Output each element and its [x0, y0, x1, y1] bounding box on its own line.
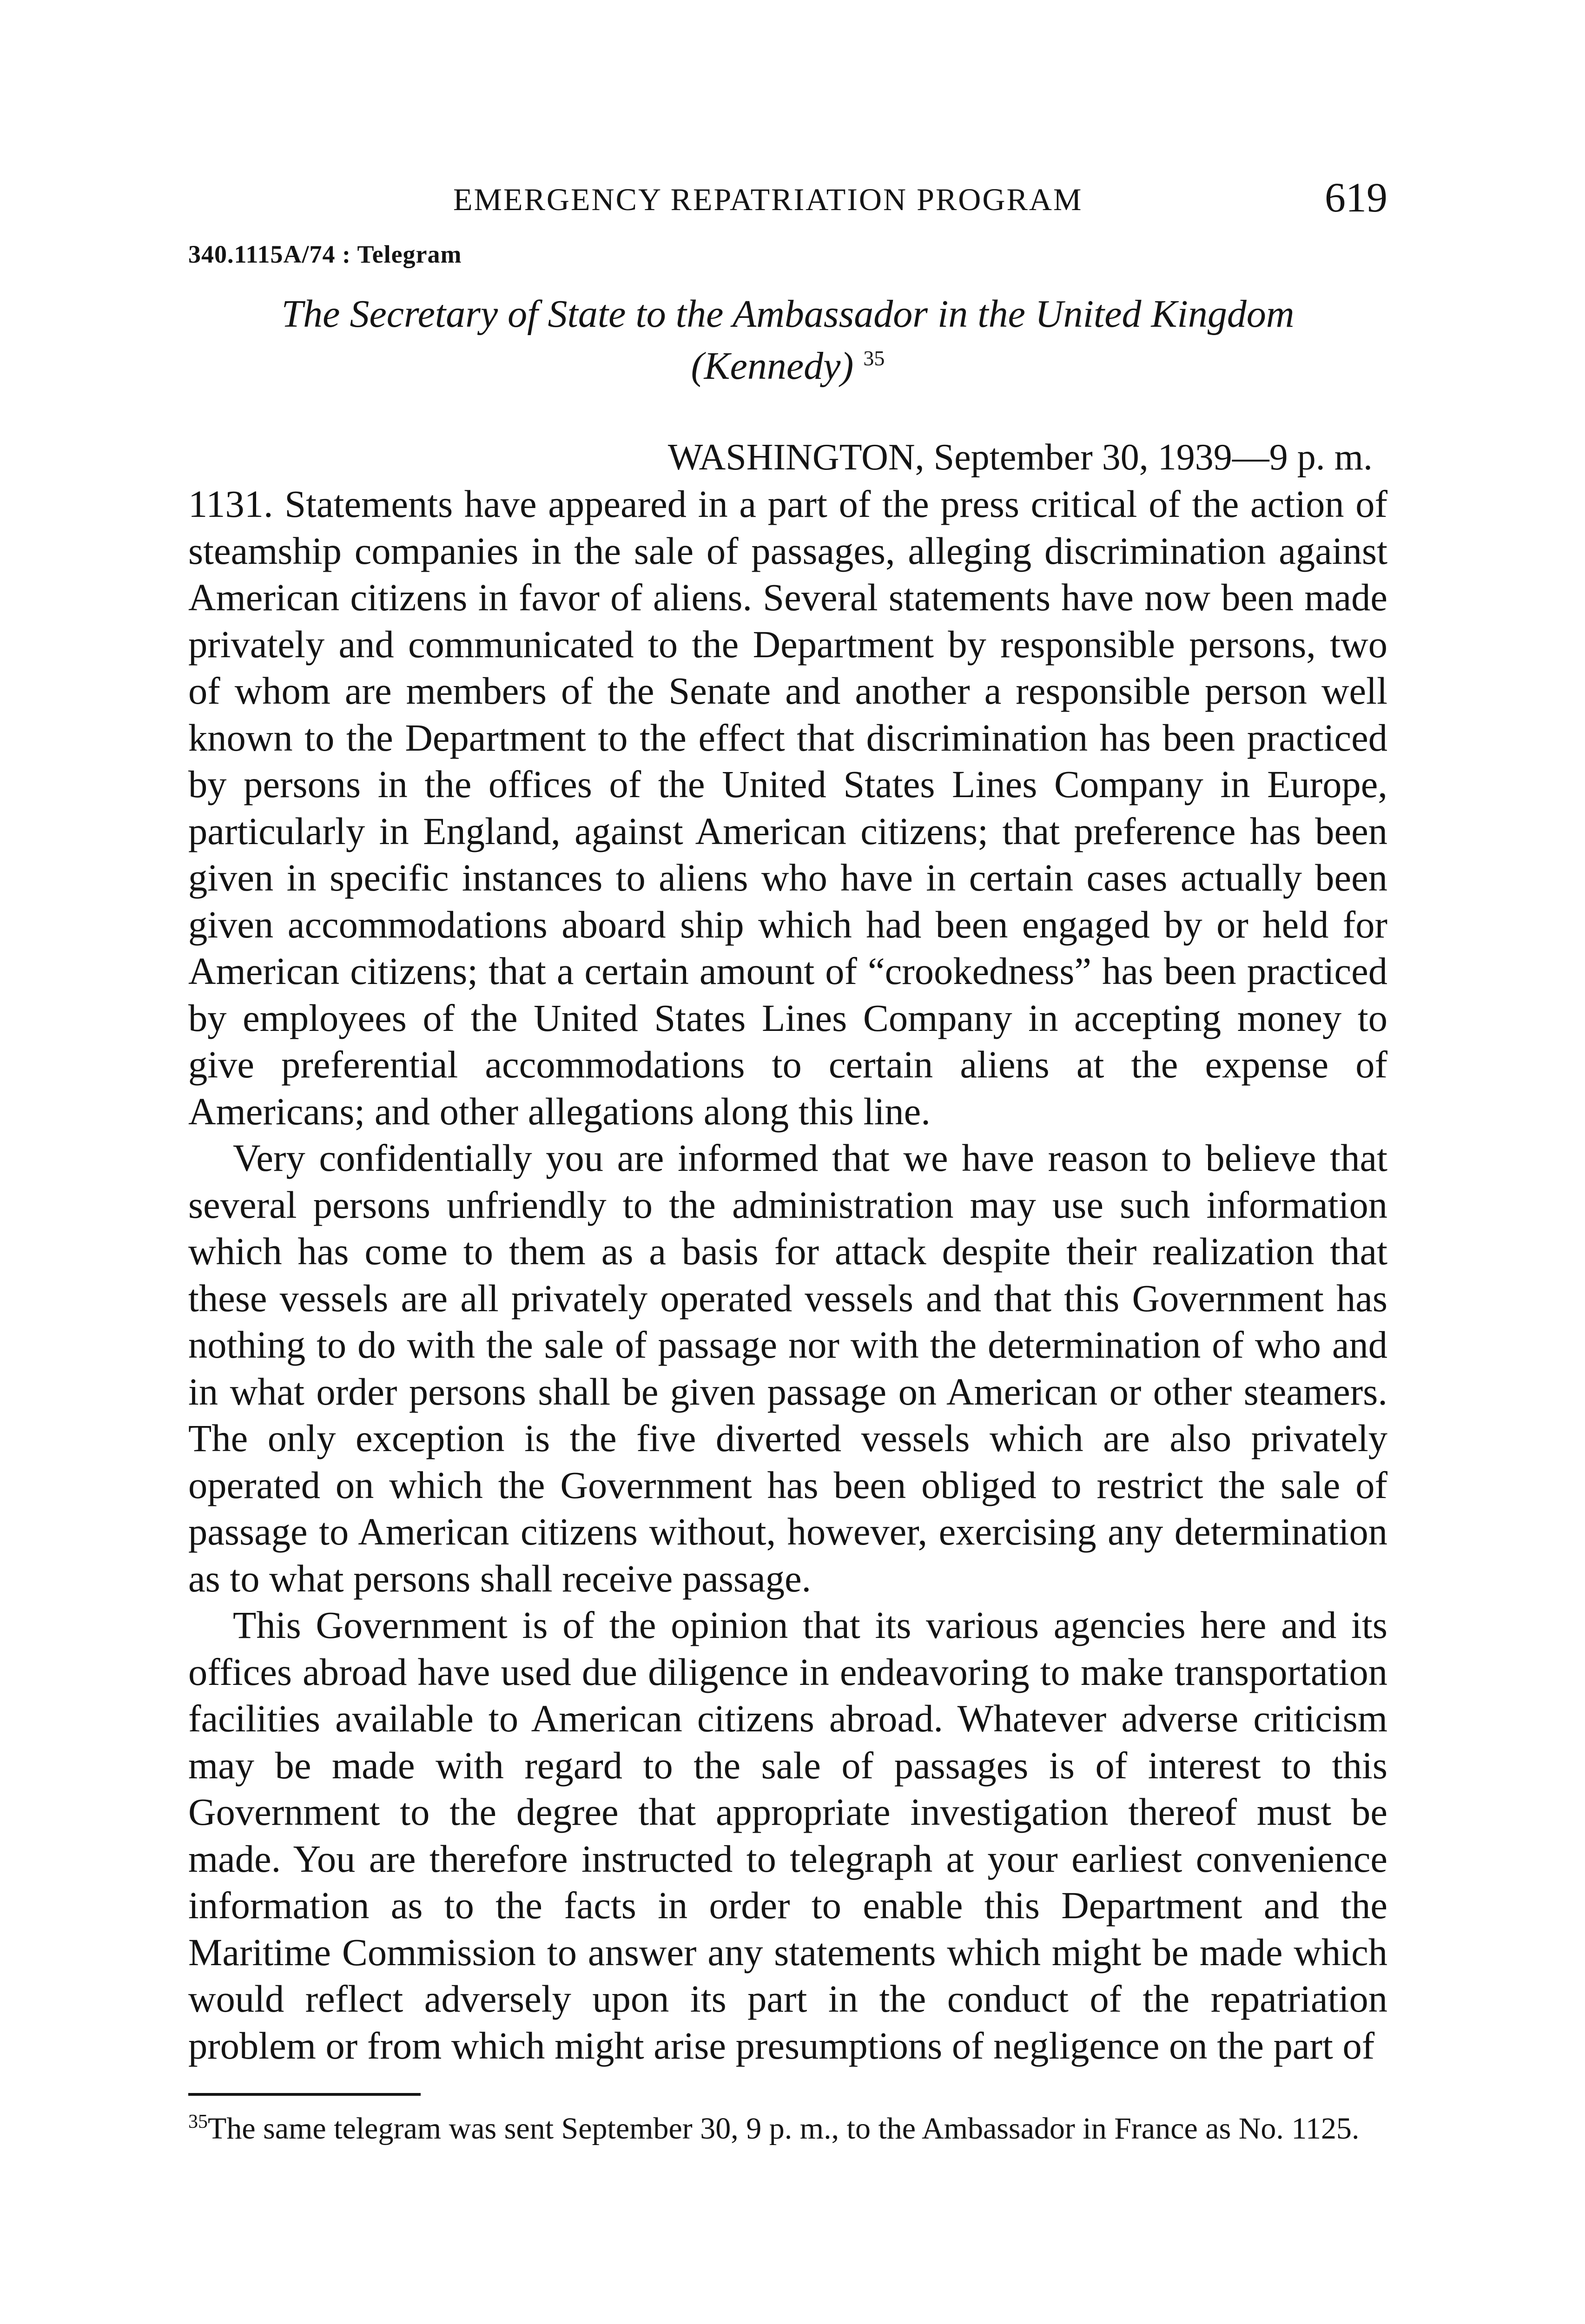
telegram-body — [188, 481, 1387, 2069]
footnote-mark: 35 — [188, 2111, 208, 2133]
running-header — [188, 135, 1387, 221]
document-id: 340.1115A/74 : Telegram — [188, 240, 462, 268]
footnote-reference: 35 — [863, 346, 885, 370]
footnote — [188, 2111, 1387, 2147]
document-page — [188, 135, 1387, 2147]
heading-line-2 — [188, 340, 1387, 392]
document-heading — [188, 288, 1387, 392]
paragraph: 1131. Statements have appeared in a part of the press critical of the action of steamship companies in the sale of passages, alleging discrimination against American citizens in favor of aliens. Several statements have now been made privately and communicated to the Department by responsible persons, two of whom are members of the Senate and another a responsible person well known to the Department to the effect that discrimination has been practiced by persons in the offices of the United States Lines Company in Europe, particularly in England, against American citizens; that preference has been given in specific instances to aliens who have in certain cases actually been given accommodations aboard ship which had been engaged by or held for American citizens; that a certain amount of “crookedness” has been practiced by employees of the United States Lines Company in accepting money to give preferential accommodations to certain aliens at the expense of Americans; and other allegations along this line. — [188, 482, 1387, 1133]
paragraph: Very confidentially you are informed that we have reason to believe that several persons unfriendly to the administration may use such information which has come to them as a basis for attack despite their realization that these vessels are all privately operated vessels and that this Government has nothing to do with the sale of passage nor with the determination of who and in what order persons shall be given passage on American or other steamers. The only exception is the five diverted vessels which are also privately operated on which the Government has been obliged to restrict the sale of passage to American citizens without, however, exercising any determination as to what persons shall receive passage. — [188, 1136, 1387, 1600]
heading-line-1: The Secretary of State to the Ambassador in the United Kingdom — [281, 292, 1294, 336]
heading-addressee: (Kennedy) — [691, 344, 854, 388]
footnote-text: The same telegram was sent September 30, 9 p. m., to the Ambassador in France as No. 1125. — [208, 2112, 1360, 2146]
dateline: WASHINGTON, September 30, 1939—9 p. m. — [667, 437, 1373, 478]
footnote-divider — [188, 2093, 421, 2096]
running-title: EMERGENCY REPATRIATION PROGRAM — [453, 182, 1083, 217]
paragraph: This Government is of the opinion that its various agencies here and its offices abroad have used due diligence in endeavoring to make transportation facilities available to American citizens abroad. Whatever adverse criticism may be made with regard to the sale of passages is of interest to this Government to the degree that appropriate investigation thereof must be made. You are therefore instructed to telegraph at your earliest convenience information as to the facts in order to enable this Department and the Maritime Commission to answer any statements which might be made which would reflect adversely upon its part in the conduct of the repatriation problem or from which might arise presumptions of negligence on the part of — [188, 1604, 1387, 2067]
page-number: 619 — [1325, 175, 1387, 221]
